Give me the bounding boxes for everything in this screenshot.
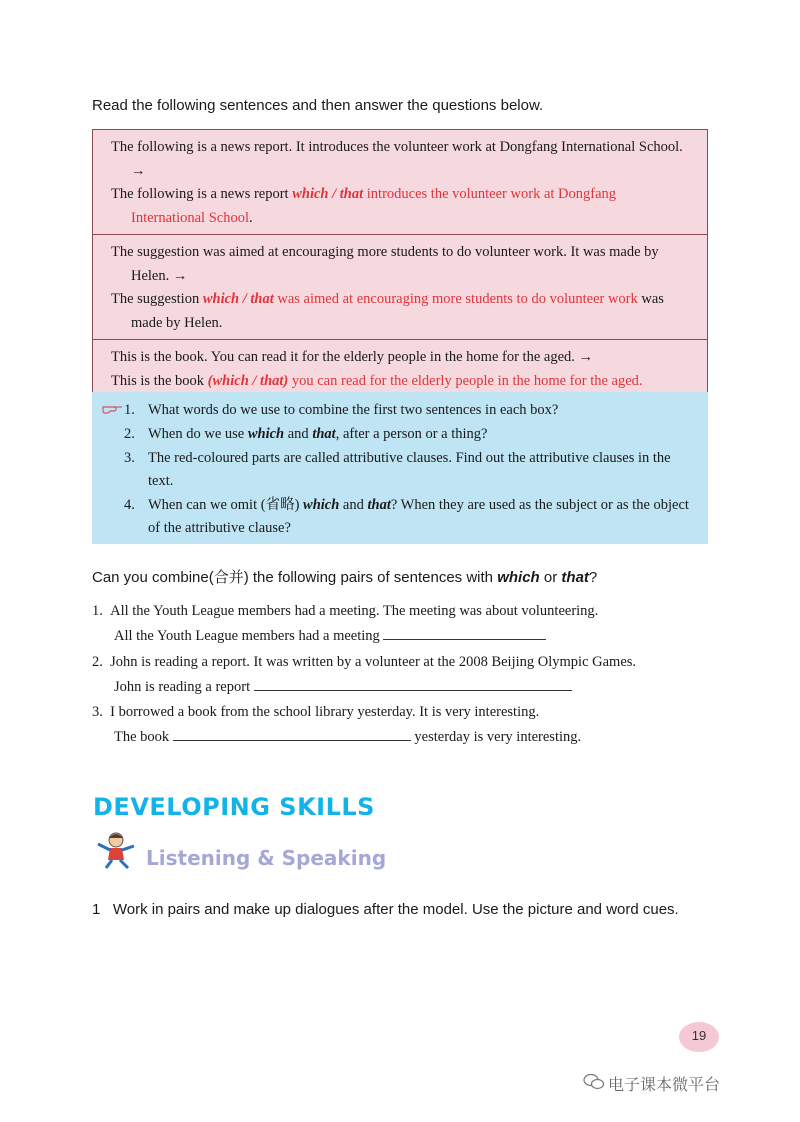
attributive-clause: you can read for the elderly people in the home for the aged. (288, 372, 643, 389)
question-box (92, 392, 708, 544)
relative-pronoun: which / that (202, 291, 274, 307)
combined-sentence (111, 183, 693, 230)
exercise-prompt: The book (114, 729, 170, 745)
exercise-2 (92, 651, 692, 698)
grammar-example-box (92, 129, 708, 398)
watermark-text: 电子课本微平台 (608, 1075, 721, 1094)
answer-blank[interactable] (383, 627, 546, 640)
sentence-text: was made by Helen. (131, 291, 664, 331)
pointing-hand-icon (102, 401, 124, 415)
page-number: 19 (691, 1028, 707, 1043)
task-text: Work in pairs and make up dialogues after the model. Use the picture and word cues. (112, 901, 679, 918)
question-1 (124, 399, 698, 422)
exercise-number: 1. (92, 603, 103, 619)
task-instruction (92, 901, 679, 918)
sentence-text: . (248, 209, 253, 226)
relative-pronoun: which / that (292, 186, 364, 202)
intro-instruction: Read the following sentences and then answer the questions below. (92, 97, 544, 114)
answer-blank[interactable] (254, 678, 572, 691)
grammar-row-3 (93, 340, 707, 397)
exercise-sentences: All the Youth League members had a meeting. The meeting was about volunteering. (110, 603, 599, 619)
wechat-icon (583, 1073, 605, 1091)
attributive-clause: introduces the volunteer work at Dongfang International School (131, 186, 617, 226)
exercise-sentences: I borrowed a book from the school library yesterday. It is very interesting. (110, 704, 540, 720)
keyword: which (497, 569, 540, 586)
keyword: that (561, 569, 589, 586)
question-2 (124, 423, 698, 446)
original-sentences: The following is a news report. It introduces the volunteer work at Dongfang International School. → (111, 139, 683, 179)
grammar-row-2 (93, 235, 707, 340)
question-text: , after a person or a thing? (335, 426, 488, 442)
combine-instruction (92, 566, 597, 587)
keyword: which (303, 497, 340, 513)
subsection-title: Listening & Speaking (146, 846, 387, 870)
question-number: 4. (124, 497, 135, 513)
instruction-text: or (539, 569, 562, 586)
exercise-number: 3. (92, 704, 103, 720)
question-number: 2. (124, 426, 135, 442)
keyword: that (367, 497, 391, 513)
original-sentences: This is the book. You can read it for the elderly people in the home for the aged. → (111, 349, 594, 365)
section-title: DEVELOPING SKILLS (93, 793, 375, 821)
exercise-prompt: All the Youth League members had a meeting (114, 628, 380, 644)
question-text: and (339, 497, 368, 513)
grammar-row-1 (93, 130, 707, 235)
sentence-text: This is the book (111, 372, 208, 389)
attributive-clause: was aimed at encouraging more students to do volunteer work (273, 291, 638, 307)
question-4 (124, 494, 698, 540)
original-sentences: The suggestion was aimed at encouraging more students to do volunteer work. It was made by Helen. → (111, 244, 659, 284)
answer-blank[interactable] (173, 728, 411, 741)
combined-sentence (111, 370, 693, 394)
sentence-text: The suggestion (111, 291, 203, 307)
question-number: 3. (124, 450, 135, 466)
exercise-1 (92, 600, 652, 647)
task-number: 1 (92, 901, 101, 918)
sentence-text: The following is a news report (111, 186, 293, 202)
question-text: The red-coloured parts are called attributive clauses. Find out the attributive clauses in the text. (148, 450, 671, 489)
question-text: and (284, 426, 313, 442)
question-text: When can we omit (省略) (148, 497, 304, 513)
exercise-sentences: John is reading a report. It was written by a volunteer at the 2008 Beijing Olympic Games. (110, 654, 637, 670)
exercise-prompt: yesterday is very interesting. (414, 729, 582, 745)
keyword: which (247, 426, 285, 442)
exercise-number: 2. (92, 654, 103, 670)
instruction-text: Can you combine(合并) the following pairs of sentences with (92, 569, 498, 586)
question-text: ? When they are used as the subject or as the object of the attributive clause? (148, 497, 689, 536)
question-number: 1. (124, 402, 135, 418)
relative-pronoun: (which / that) (207, 372, 289, 389)
listening-person-icon (92, 830, 140, 870)
exercise-3 (92, 701, 692, 748)
instruction-text: ? (588, 569, 598, 586)
exercise-prompt: John is reading a report (114, 679, 251, 695)
question-text: When do we use (148, 426, 248, 442)
question-text: What words do we use to combine the first two sentences in each box? (148, 402, 559, 418)
keyword: that (312, 426, 336, 442)
combined-sentence (111, 288, 693, 335)
question-3 (124, 447, 698, 493)
